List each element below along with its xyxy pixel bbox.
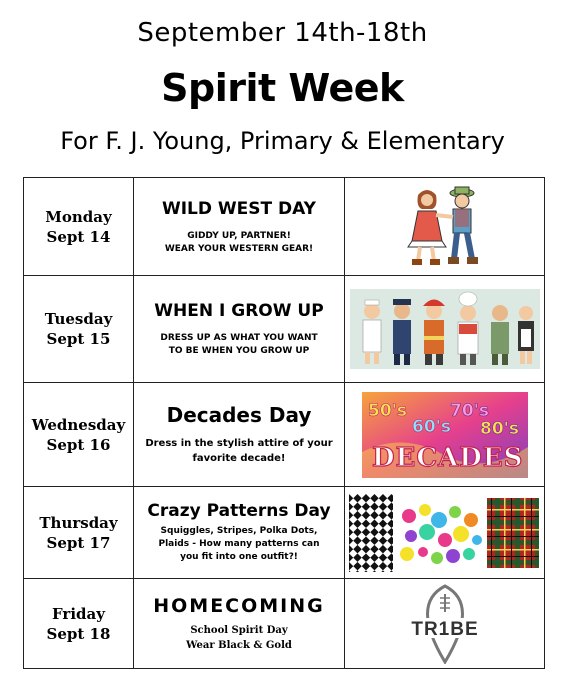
checkered-swatch xyxy=(349,494,393,572)
tribe-logo xyxy=(400,584,490,664)
cowboy-couple-clipart xyxy=(400,185,490,269)
theme-title: WILD WEST DAY xyxy=(161,198,316,219)
theme-cell xyxy=(134,178,345,276)
image-cell xyxy=(345,579,545,669)
day-date: Sept 16 xyxy=(46,435,111,454)
image-cell xyxy=(345,487,545,579)
decades-banner xyxy=(362,392,528,478)
polka-dot-swatch xyxy=(400,504,482,564)
description-line: Wear Black & Gold xyxy=(186,639,292,651)
table-row xyxy=(24,487,545,579)
spirit-week-schedule xyxy=(23,177,545,669)
image-cell xyxy=(345,383,545,487)
day-cell xyxy=(24,178,134,276)
day-name: Wednesday xyxy=(31,415,126,434)
plaid-swatch xyxy=(487,498,539,568)
description-line: School Spirit Day xyxy=(190,624,288,636)
day-date: Sept 14 xyxy=(46,227,111,246)
table-row xyxy=(24,276,545,383)
tribe-logo-text: TR1BE xyxy=(410,618,479,640)
page-title: Spirit Week xyxy=(161,66,404,110)
theme-description xyxy=(134,332,344,358)
theme-cell xyxy=(134,487,345,579)
pattern-swatches xyxy=(349,494,541,572)
day-date: Sept 15 xyxy=(46,330,111,348)
description-line: WEAR YOUR WESTERN GEAR! xyxy=(164,243,314,254)
theme-cell xyxy=(134,383,345,487)
spirit-week-dates: September 14th-18th xyxy=(137,18,428,48)
decade-70s-label: 70's xyxy=(449,400,489,421)
day-cell xyxy=(24,487,134,579)
theme-description xyxy=(134,230,344,256)
day-cell xyxy=(24,383,134,487)
table-row xyxy=(24,579,545,669)
description-line: GIDDY UP, PARTNER! xyxy=(187,230,291,241)
decades-word: DECADES xyxy=(371,442,523,473)
day-name: Friday xyxy=(52,604,105,623)
decade-80s-label: 80's xyxy=(479,418,519,439)
description-line: you fit into one outfit?! xyxy=(180,552,298,562)
day-name: Thursday xyxy=(39,513,118,532)
description-line: TO BE WHEN YOU GROW UP xyxy=(168,346,310,356)
table-row xyxy=(24,178,545,276)
theme-description xyxy=(134,525,344,564)
theme-description xyxy=(134,623,344,653)
career-costumes-clipart xyxy=(350,289,540,369)
page-subtitle: For F. J. Young, Primary & Elementary xyxy=(60,127,505,155)
day-name: Tuesday xyxy=(44,310,113,328)
theme-title: Decades Day xyxy=(166,402,312,427)
day-cell xyxy=(24,276,134,383)
decade-50s-label: 50's xyxy=(367,400,407,421)
theme-title: Crazy Patterns Day xyxy=(147,501,331,521)
theme-cell xyxy=(134,579,345,669)
day-date: Sept 17 xyxy=(46,533,111,552)
table-row xyxy=(24,383,545,487)
description-line: favorite decade! xyxy=(192,452,286,464)
description-line: Dress in the stylish attire of your xyxy=(145,437,333,449)
image-cell xyxy=(345,178,545,276)
theme-title: WHEN I GROW UP xyxy=(154,301,324,321)
day-name: Monday xyxy=(45,207,112,226)
decade-60s-label: 60's xyxy=(411,416,451,437)
image-cell xyxy=(345,276,545,383)
theme-title: HOMECOMING xyxy=(153,594,325,617)
theme-cell xyxy=(134,276,345,383)
description-line: Squiggles, Stripes, Polka Dots, xyxy=(160,526,318,536)
description-line: DRESS UP AS WHAT YOU WANT xyxy=(160,333,318,343)
day-cell xyxy=(24,579,134,669)
theme-description xyxy=(134,436,344,466)
day-date: Sept 18 xyxy=(46,624,111,643)
description-line: Plaids - How many patterns can xyxy=(158,539,320,549)
